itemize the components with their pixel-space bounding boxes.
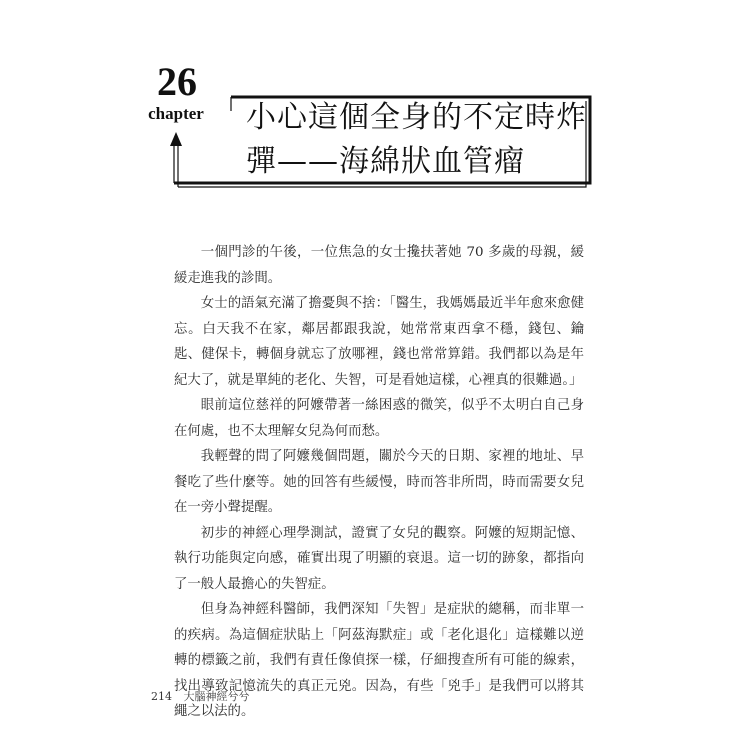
arrow-up-icon	[170, 132, 182, 146]
paragraph: 女士的語氣充滿了擔憂與不捨：「醫生，我媽媽最近半年愈來愈健忘。白天我不在家，鄰居都跟我說，她常常東西拿不穩，錢包、鑰匙、健保卡，轉個身就忘了放哪裡，錢也常常算錯。我們都以為是年紀大了，就是單純的老化、失智，可是看她這樣，心裡真的很難過。」	[174, 296, 584, 388]
paragraph: 我輕聲的問了阿嬤幾個問題，關於今天的日期、家裡的地址、早餐吃了些什麼等。她的回答有些緩慢，時而答非所問，時而需要女兒在一旁小聲提醒。	[174, 449, 584, 515]
page-footer	[151, 690, 258, 704]
chapter-title-line-2: 彈——海綿狀血管瘤	[246, 144, 525, 179]
chapter-title	[246, 96, 587, 184]
chapter-title-line-1: 小心這個全身的不定時炸	[246, 100, 587, 135]
book-title: 大腦神經兮兮	[183, 690, 250, 703]
paragraph: 一個門診的午後，一位焦急的女士攙扶著她 70 多歲的母親，緩緩走進我的診間。	[174, 245, 584, 286]
chapter-label: chapter	[148, 104, 204, 123]
paragraph: 初步的神經心理學測試，證實了女兒的觀察。阿嬤的短期記憶、執行功能與定向感，確實出現了明顯的衰退。這一切的跡象，都指向了一般人最擔心的失智症。	[174, 525, 584, 592]
chapter-number: 26	[157, 59, 197, 104]
body-text	[174, 240, 584, 725]
paragraph: 眼前這位慈祥的阿嬤帶著一絲困惑的微笑，似乎不太明白自己身在何處，也不太理解女兒為何而愁。	[174, 398, 584, 439]
page-number: 214	[151, 690, 172, 703]
paragraph: 但身為神經科醫師，我們深知「失智」是症狀的總稱，而非單一的疾病。為這個症狀貼上「阿茲海默症」或「老化退化」這樣難以逆轉的標籤之前，我們有責任像偵探一樣，仔細搜查所有可能的線索，找出導致記憶流失的真正元兇。因為，有些「兇手」是我們可以將其繩之以法的。	[174, 602, 584, 719]
